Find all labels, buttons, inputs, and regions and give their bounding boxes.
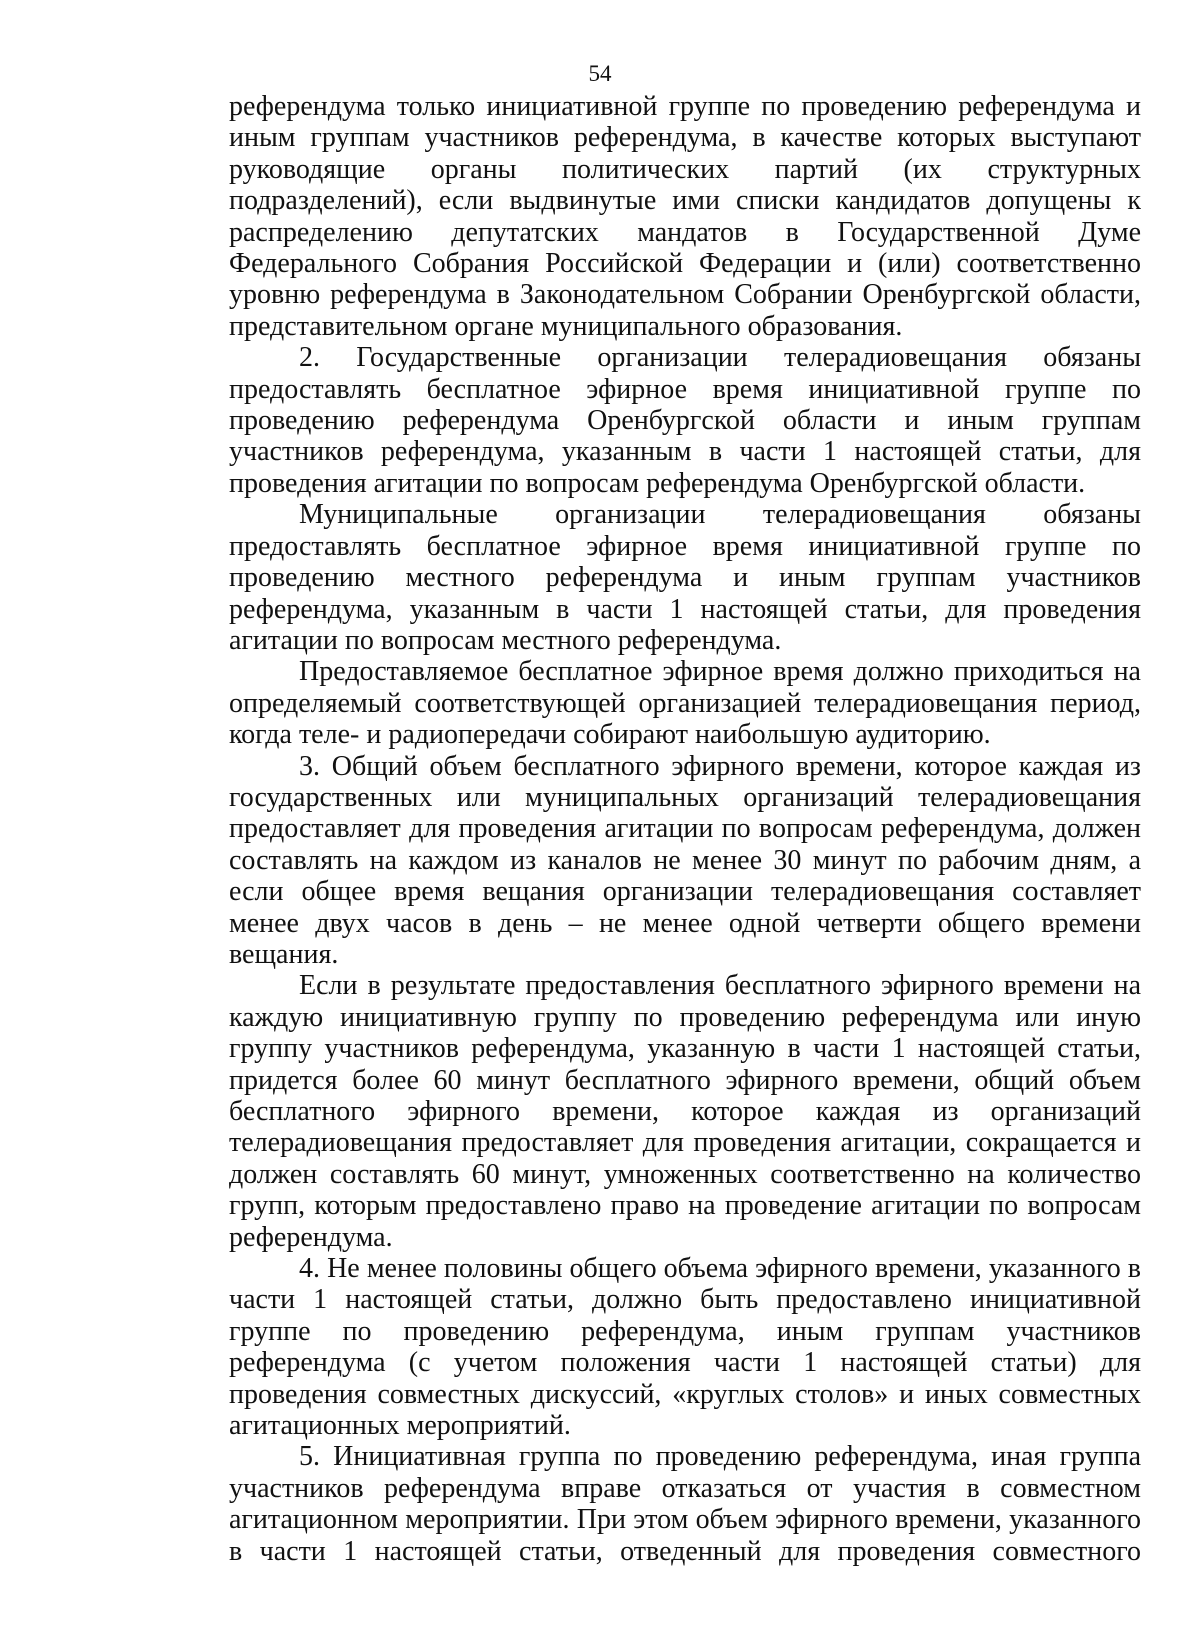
paragraph-airtime-reduction: Если в результате предоставления бесплатного эфирного времени на каждую инициативную группу по проведению референдума или иную группу участников референдума, указанную в части 1 настоящей статьи, придется более 60 минут бесплатного эфирного времени, общий объем бесплатного эфирного времени, которое каждая из организаций телерадиовещания предоставляет для проведения агитации, сокращается и должен составлять 60 минут, умноженных соответственно на количество групп, которым предоставлено право на проведение агитации по вопросам референдума.: [229, 970, 1141, 1253]
document-body: [229, 91, 1141, 1567]
paragraph-item-5: 5. Инициативная группа по проведению референдума, иная группа участников референдума вправе отказаться от участия в совместном агитационном мероприятии. При этом объем эфирного времени, указанного в части 1 настоящей статьи, отведенный для проведения совместного: [229, 1441, 1141, 1567]
paragraph-airtime-period: Предоставляемое бесплатное эфирное время должно приходиться на определяемый соответствующей организацией телерадиовещания период, когда теле- и радиопередачи собирают наибольшую аудиторию.: [229, 656, 1141, 751]
paragraph-item-2: 2. Государственные организации телерадиовещания обязаны предоставлять бесплатное эфирное время инициативной группе по проведению референдума Оренбургской области и иным группам участников референдума, указанным в части 1 настоящей статьи, для проведения агитации по вопросам референдума Оренбургской области.: [229, 342, 1141, 499]
paragraph-item-4: 4. Не менее половины общего объема эфирного времени, указанного в части 1 настоящей статьи, должно быть предоставлено инициативной группе по проведению референдума, иным группам участников референдума (с учетом положения части 1 настоящей статьи) для проведения совместных дискуссий, «круглых столов» и иных совместных агитационных мероприятий.: [229, 1253, 1141, 1442]
page-number: 54: [588, 61, 612, 86]
paragraph-item-3: 3. Общий объем бесплатного эфирного времени, которое каждая из государственных или муниципальных организаций телерадиовещания предоставляет для проведения агитации по вопросам референдума, должен составлять на каждом из каналов не менее 30 минут по рабочим дням, а если общее время вещания организации телерадиовещания составляет менее двух часов в день – не менее одной четверти общего времени вещания.: [229, 750, 1141, 970]
paragraph-continuation: референдума только инициативной группе по проведению референдума и иным группам участников референдума, в качестве которых выступают руководящие органы политических партий (их структурных подразделений), если выдвинутые ими списки кандидатов допущены к распределению депутатских мандатов в Государственной Думе Федерального Собрания Российской Федерации и (или) соответственно уровню референдума в Законодательном Собрании Оренбургской области, представительном органе муниципального образования.: [229, 91, 1141, 342]
paragraph-municipal: Муниципальные организации телерадиовещания обязаны предоставлять бесплатное эфирное время инициативной группе по проведению местного референдума и иным группам участников референдума, указанным в части 1 настоящей статьи, для проведения агитации по вопросам местного референдума.: [229, 499, 1141, 656]
